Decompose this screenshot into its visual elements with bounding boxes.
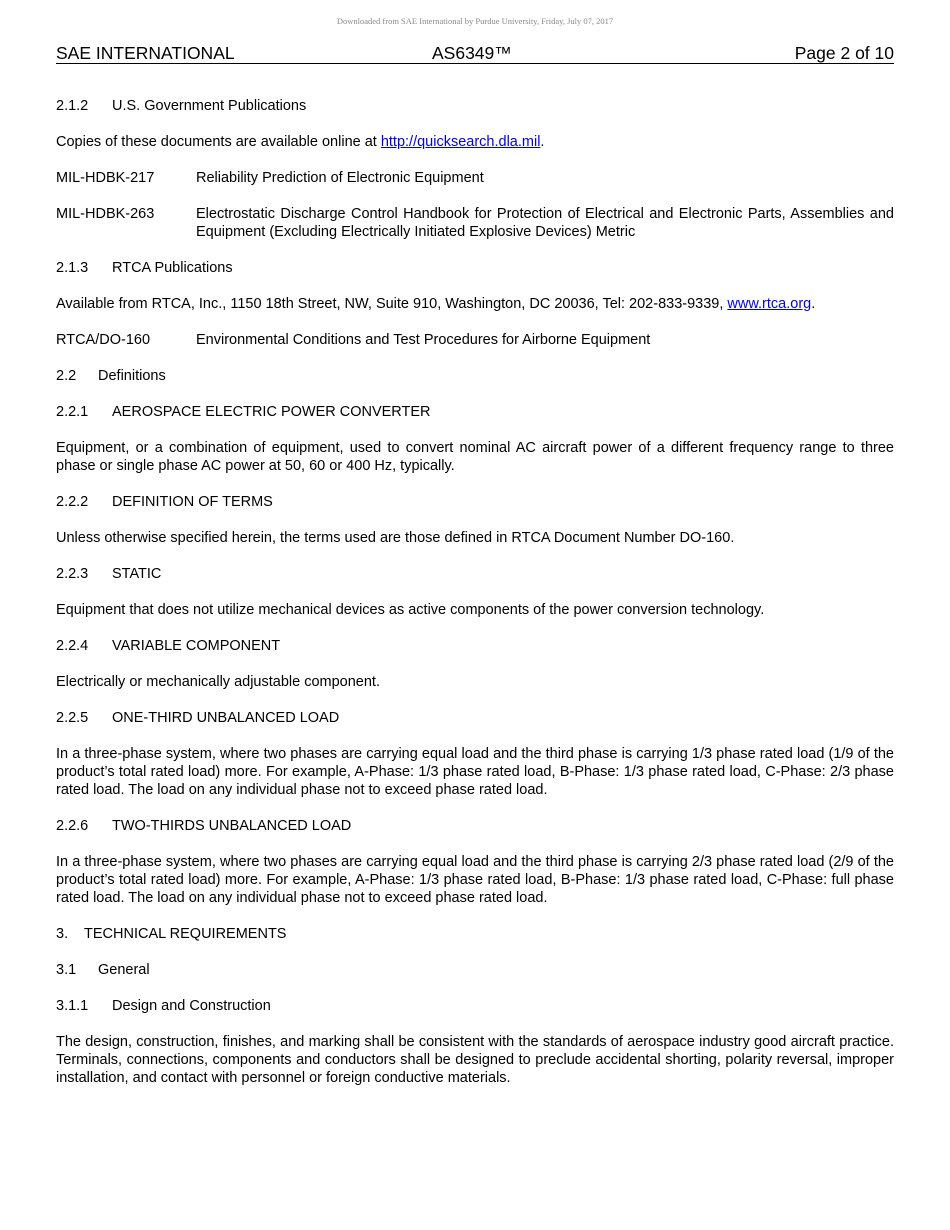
section-number: 2.2.3 <box>56 566 89 582</box>
paragraph-punctuation: . <box>811 296 816 312</box>
quicksearch-link[interactable]: http://quicksearch.dla.mil <box>380 134 541 150</box>
reference-title: Environmental Conditions and Test Procedures for Airborne Equipment <box>196 332 651 348</box>
paragraph-2-2-5: In a three-phase system, where two phases are carrying equal load and the third phase is carrying 1/3 phase rated load (1/9 of the product’s total rated load) more. For example, A-Phase: 1/3 phase rated load, B-Phase: 1/3 phase rated load, C-Phase: 2/3 phase rated load. The load on any individual phase not to exceed phase rated load. <box>56 746 894 798</box>
section-title: Design and Construction <box>112 998 271 1014</box>
paragraph-2-2-2: Unless otherwise specified herein, the terms used are those defined in RTCA Document Number DO-160. <box>56 530 735 546</box>
download-watermark: Downloaded from SAE International by Purdue University, Friday, July 07, 2017 <box>336 16 614 26</box>
paragraph-2-2-6: In a three-phase system, where two phases are carrying equal load and the third phase is carrying 2/3 phase rated load (2/9 of the product’s total rated load) more. For example, A-Phase: 1/3 phase rated load, B-Phase: 1/3 phase rated load, C-Phase: full phase rated load. The load on any individual phase not to exceed phase rated load. <box>56 854 894 906</box>
header-org: SAE INTERNATIONAL <box>56 43 235 63</box>
section-title: STATIC <box>112 566 162 582</box>
section-title: TECHNICAL REQUIREMENTS <box>84 926 287 942</box>
section-heading-2-1-2 <box>56 97 894 115</box>
paragraph-3-1-1: The design, construction, finishes, and marking shall be consistent with the standards of aerospace industry good aircraft practice. Terminals, connections, components and conductors shall be designed to preclude accidental shorting, polarity reversal, improper installation, and contact with personnel or foreign conductive materials. <box>56 1034 894 1086</box>
reference-title: Reliability Prediction of Electronic Equipment <box>196 170 484 186</box>
section-heading-2-2-6 <box>56 817 894 835</box>
header-page-number: Page 2 of 10 <box>794 43 894 63</box>
section-number: 3.1 <box>56 962 77 978</box>
paragraph-2-2-1: Equipment, or a combination of equipment, used to convert nominal AC aircraft power of a different frequency range to three phase or single phase AC power at 50, 60 or 400 Hz, typically. <box>56 440 894 474</box>
document-body <box>56 97 894 1105</box>
section-heading-3-1-1 <box>56 997 894 1015</box>
section-title: General <box>98 962 150 978</box>
section-number: 2.2.2 <box>56 494 89 510</box>
reference-entry <box>56 169 894 187</box>
paragraph-punctuation: . <box>540 134 545 150</box>
section-heading-2-2-1 <box>56 403 894 421</box>
section-heading-2-2-3 <box>56 565 894 583</box>
section-title: Definitions <box>98 368 166 384</box>
paragraph-rtca-availability <box>56 295 894 313</box>
paragraph-2-2-3: Equipment that does not utilize mechanical devices as active components of the power conversion technology. <box>56 602 765 618</box>
section-number: 2.2 <box>56 368 77 384</box>
reference-entry <box>56 331 894 349</box>
section-title: RTCA Publications <box>112 260 233 276</box>
section-number: 2.2.1 <box>56 404 89 420</box>
section-title: TWO-THIRDS UNBALANCED LOAD <box>112 818 352 834</box>
reference-title: Electrostatic Discharge Control Handbook for Protection of Electrical and Electronic Parts, Assemblies and Equipment (Excluding Electrically Initiated Explosive Devices) Metric <box>196 206 894 240</box>
section-number: 2.2.5 <box>56 710 89 726</box>
reference-code: MIL-HDBK-263 <box>56 206 155 222</box>
rtca-link[interactable]: www.rtca.org <box>727 296 812 312</box>
paragraph-gov-publications <box>56 133 894 151</box>
section-title: U.S. Government Publications <box>112 98 307 114</box>
section-number: 2.1.2 <box>56 98 89 114</box>
reference-code: RTCA/DO-160 <box>56 332 151 348</box>
section-heading-2-2-4 <box>56 637 894 655</box>
section-title: VARIABLE COMPONENT <box>112 638 281 654</box>
page-header <box>56 43 894 64</box>
section-number: 3.1.1 <box>56 998 89 1014</box>
reference-code: MIL-HDBK-217 <box>56 170 155 186</box>
header-doc-id: AS6349™ <box>432 43 512 63</box>
section-heading-3-1 <box>56 961 894 979</box>
section-title: AEROSPACE ELECTRIC POWER CONVERTER <box>112 404 431 420</box>
paragraph-text: Copies of these documents are available online at <box>56 134 381 150</box>
section-heading-2-2-2 <box>56 493 894 511</box>
paragraph-2-2-4: Electrically or mechanically adjustable component. <box>56 674 380 690</box>
section-number: 2.1.3 <box>56 260 89 276</box>
paragraph-text: Available from RTCA, Inc., 1150 18th Street, NW, Suite 910, Washington, DC 20036, Tel: 202-833-9339, <box>56 296 728 312</box>
section-number: 3. <box>56 926 69 942</box>
section-number: 2.2.4 <box>56 638 89 654</box>
section-heading-3 <box>56 925 894 943</box>
section-heading-2-2 <box>56 367 894 385</box>
section-heading-2-2-5 <box>56 709 894 727</box>
section-heading-2-1-3 <box>56 259 894 277</box>
section-title: ONE-THIRD UNBALANCED LOAD <box>112 710 340 726</box>
section-number: 2.2.6 <box>56 818 89 834</box>
reference-entry <box>56 205 894 241</box>
section-title: DEFINITION OF TERMS <box>112 494 273 510</box>
